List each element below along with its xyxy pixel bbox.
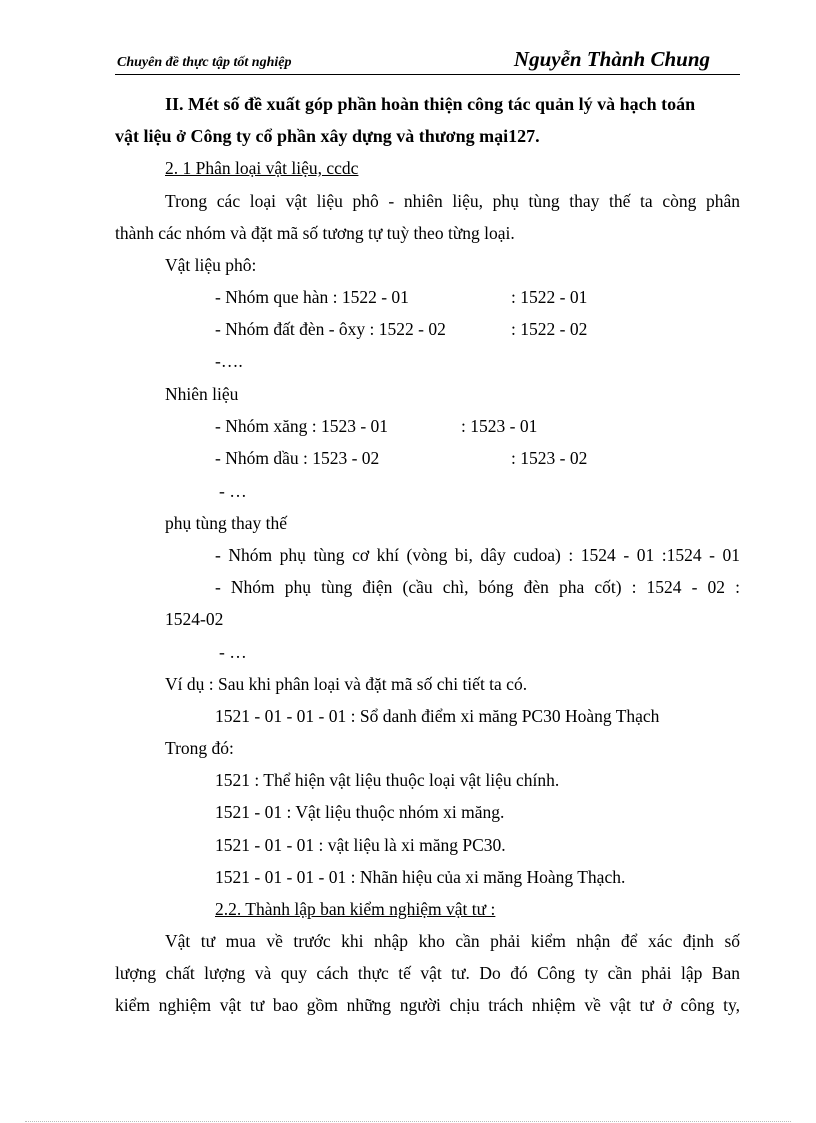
header-author-name: Nguyễn Thành Chung [513, 47, 710, 71]
header-document-title: Chuyên đề thực tập tốt nghiệp [117, 55, 292, 70]
paragraph-1-line-2: thành các nhóm và đặt mã số tương tự tuỳ theo từng loại. [115, 223, 515, 243]
paragraph-2-line-3: kiểm nghiệm vật tư bao gồm những người chịu trách nhiệm về vật tư ở công ty, [115, 995, 740, 1015]
phu-tung-item-1: - Nhóm phụ tùng cơ khí (vòng bi, dây cudoa) : 1524 - 01 :1524 - 01 [215, 545, 740, 565]
vat-lieu-phu-more: -…. [215, 351, 243, 371]
example-detail-1: 1521 : Thể hiện vật liệu thuộc loại vật liệu chính. [215, 770, 560, 790]
example-intro: Ví dụ : Sau khi phân loại và đặt mã số chi tiết ta có. [165, 674, 528, 694]
nhien-lieu-item-1-code: : 1523 - 01 [461, 416, 538, 436]
paragraph-2-line-2: lượng chất lượng và quy cách thực tế vật tư. Do đó Công ty cần phải lập Ban [115, 963, 740, 983]
phu-tung-item-2: - Nhóm phụ tùng điện (cầu chì, bóng đèn pha cốt) : 1524 - 02 : [215, 577, 740, 597]
paragraph-1-line-1: Trong các loại vật liệu phô - nhiên liệu, phụ tùng thay thế ta còng phân [165, 191, 740, 211]
section-title-line-2: vật liệu ở Công ty cổ phần xây dựng và thương mại127. [115, 126, 540, 146]
phu-tung-more: - … [219, 642, 247, 662]
vat-lieu-phu-item-2-code: : 1522 - 02 [511, 319, 588, 339]
subsection-heading-2-2: 2.2. Thành lập ban kiểm nghiệm vật tư : [215, 899, 496, 919]
example-trong-do: Trong đó: [165, 738, 234, 758]
example-detail-2: 1521 - 01 : Vật liệu thuộc nhóm xi măng. [215, 802, 505, 822]
example-code-line: 1521 - 01 - 01 - 01 : Sổ danh điểm xi măng PC30 Hoàng Thạch [215, 706, 660, 726]
paragraph-2-line-1: Vật tư mua về trước khi nhập kho cần phải kiểm nhận để xác định số [165, 931, 740, 951]
vat-lieu-phu-item-1: - Nhóm que hàn : 1522 - 01 [215, 287, 409, 307]
nhien-lieu-more: - … [219, 481, 247, 501]
phu-tung-item-2-continued: 1524-02 [165, 609, 224, 629]
nhien-lieu-item-1: - Nhóm xăng : 1523 - 01 [215, 416, 389, 436]
page-bottom-border [25, 1121, 791, 1122]
phu-tung-heading: phụ tùng thay thế [165, 513, 287, 533]
vat-lieu-phu-item-1-code: : 1522 - 01 [511, 287, 588, 307]
vat-lieu-phu-heading: Vật liệu phô: [165, 255, 257, 275]
example-detail-4: 1521 - 01 - 01 - 01 : Nhãn hiệu của xi măng Hoàng Thạch. [215, 867, 626, 887]
example-detail-3: 1521 - 01 - 01 : vật liệu là xi măng PC30. [215, 835, 506, 855]
nhien-lieu-item-2-code: : 1523 - 02 [511, 448, 588, 468]
page-header [115, 46, 740, 75]
nhien-lieu-heading: Nhiên liệu [165, 384, 239, 404]
nhien-lieu-item-2: - Nhóm dầu : 1523 - 02 [215, 448, 380, 468]
vat-lieu-phu-item-2: - Nhóm đất đèn - ôxy : 1522 - 02 [215, 319, 446, 339]
section-title-line-1: II. Mét số đề xuất góp phần hoàn thiện công tác quản lý và hạch toán [165, 94, 696, 114]
subsection-heading-2-1: 2. 1 Phân loại vật liệu, ccdc [165, 158, 359, 178]
